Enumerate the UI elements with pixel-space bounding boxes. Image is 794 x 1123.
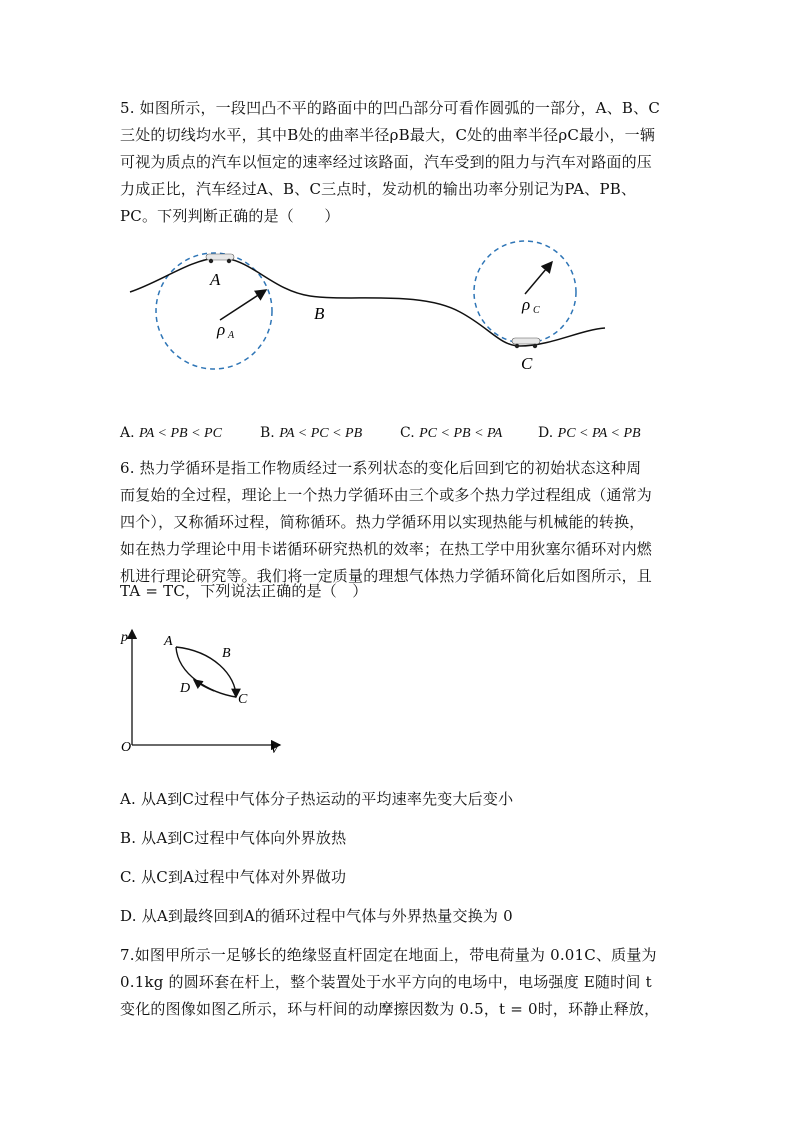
q5-line-3: 可视为质点的汽车以恒定的速率经过该路面，汽车受到的阻力与汽车对路面的压 — [120, 153, 653, 171]
q6-option-a[interactable]: A. 从A到C过程中气体分子热运动的平均速率先变大后变小 — [120, 790, 514, 808]
car-at-c — [512, 338, 540, 348]
q5-line-5: PC。下列判断正确的是（ ） — [120, 207, 340, 225]
q5-option-b[interactable] — [260, 423, 362, 444]
q5-line-1: 5. 如图所示，一段凹凸不平的路面中的凹凸部分可看作圆弧的一部分，A、B、C — [120, 99, 661, 117]
q6-option-c[interactable]: C. 从C到A过程中气体对外界做功 — [120, 868, 347, 886]
car-at-a — [206, 254, 234, 263]
q7-line-3: 变化的图像如图乙所示，环与杆间的动摩擦因数为 0.5，t = 0时，环静止释放， — [120, 1000, 660, 1018]
q5-line-4: 力成正比，汽车经过A、B、C三点时，发动机的输出功率分别记为PA、PB、 — [120, 180, 637, 198]
q5-option-b-key: B. — [260, 425, 275, 441]
label-a: A — [210, 270, 221, 289]
label-v: V — [270, 742, 279, 755]
q6-line-1: 6. 热力学循环是指工作物质经过一系列状态的变化后回到它的初始状态这种周 — [120, 459, 642, 477]
q5-option-d[interactable] — [538, 423, 641, 444]
radius-arrow-a — [220, 290, 266, 320]
q5-line-2: 三处的切线均水平，其中B处的曲率半径ρB最大，C处的曲率半径ρC最小，一辆 — [120, 126, 656, 144]
q7-line-1: 7.如图甲所示一足够长的绝缘竖直杆固定在地面上，带电荷量为 0.01C、质量为 — [120, 946, 657, 964]
q6-line-2: 而复始的全过程，理论上一个热力学循环由三个或多个热力学过程组成（通常为 — [120, 486, 653, 504]
q7-line-2: 0.1kg 的圆环套在杆上，整个装置处于水平方向的电场中，电场强度 E随时间 t — [120, 973, 652, 991]
q6-line-4: 如在热力学理论中用卡诺循环研究热机的效率；在热工学中用狄塞尔循环对内燃 — [120, 540, 653, 558]
label-b: B — [314, 304, 325, 323]
pv-diagram — [118, 625, 288, 755]
q5-option-d-text: PC < PA < PB — [557, 426, 641, 441]
label-rho-a-sub: A — [228, 330, 235, 341]
road-curvature-figure — [120, 240, 620, 380]
q6-line-5: 机进行理论研究等。我们将一定质量的理想气体热力学循环简化后如图所示，且 — [120, 567, 653, 585]
radius-arrow-c — [525, 262, 552, 294]
q5-option-c-text: PC < PB < PA — [419, 426, 503, 441]
q5-option-a[interactable] — [120, 423, 222, 444]
label-rho-c: ρ — [522, 295, 531, 314]
label-pv-b: B — [222, 646, 231, 661]
label-o: O — [121, 740, 132, 755]
label-rho-c-sub: C — [533, 305, 540, 316]
q6-option-d[interactable]: D. 从A到最终回到A的循环过程中气体与外界热量交换为 0 — [120, 907, 513, 925]
label-p: p — [121, 630, 128, 645]
q5-option-a-key: A. — [120, 425, 135, 441]
q5-option-c[interactable] — [400, 423, 502, 444]
q6-line-6: TA = TC，下列说法正确的是（ ） — [120, 582, 368, 600]
q5-option-a-text: PA < PB < PC — [139, 426, 222, 441]
label-c: C — [521, 354, 533, 373]
road-curve — [130, 258, 605, 346]
q6-line-3: 四个），又称循环过程，简称循环。热力学循环用以实现热能与机械能的转换， — [120, 513, 645, 531]
label-rho-a: ρ — [217, 320, 226, 339]
label-pv-d: D — [180, 681, 191, 696]
q5-option-b-text: PA < PC < PB — [279, 426, 363, 441]
label-pv-c: C — [238, 692, 248, 707]
q5-option-c-key: C. — [400, 425, 415, 441]
q5-option-d-key: D. — [538, 425, 554, 441]
q6-option-b[interactable]: B. 从A到C过程中气体向外界放热 — [120, 829, 347, 847]
label-pv-a: A — [164, 634, 173, 649]
circle-c — [474, 241, 576, 343]
